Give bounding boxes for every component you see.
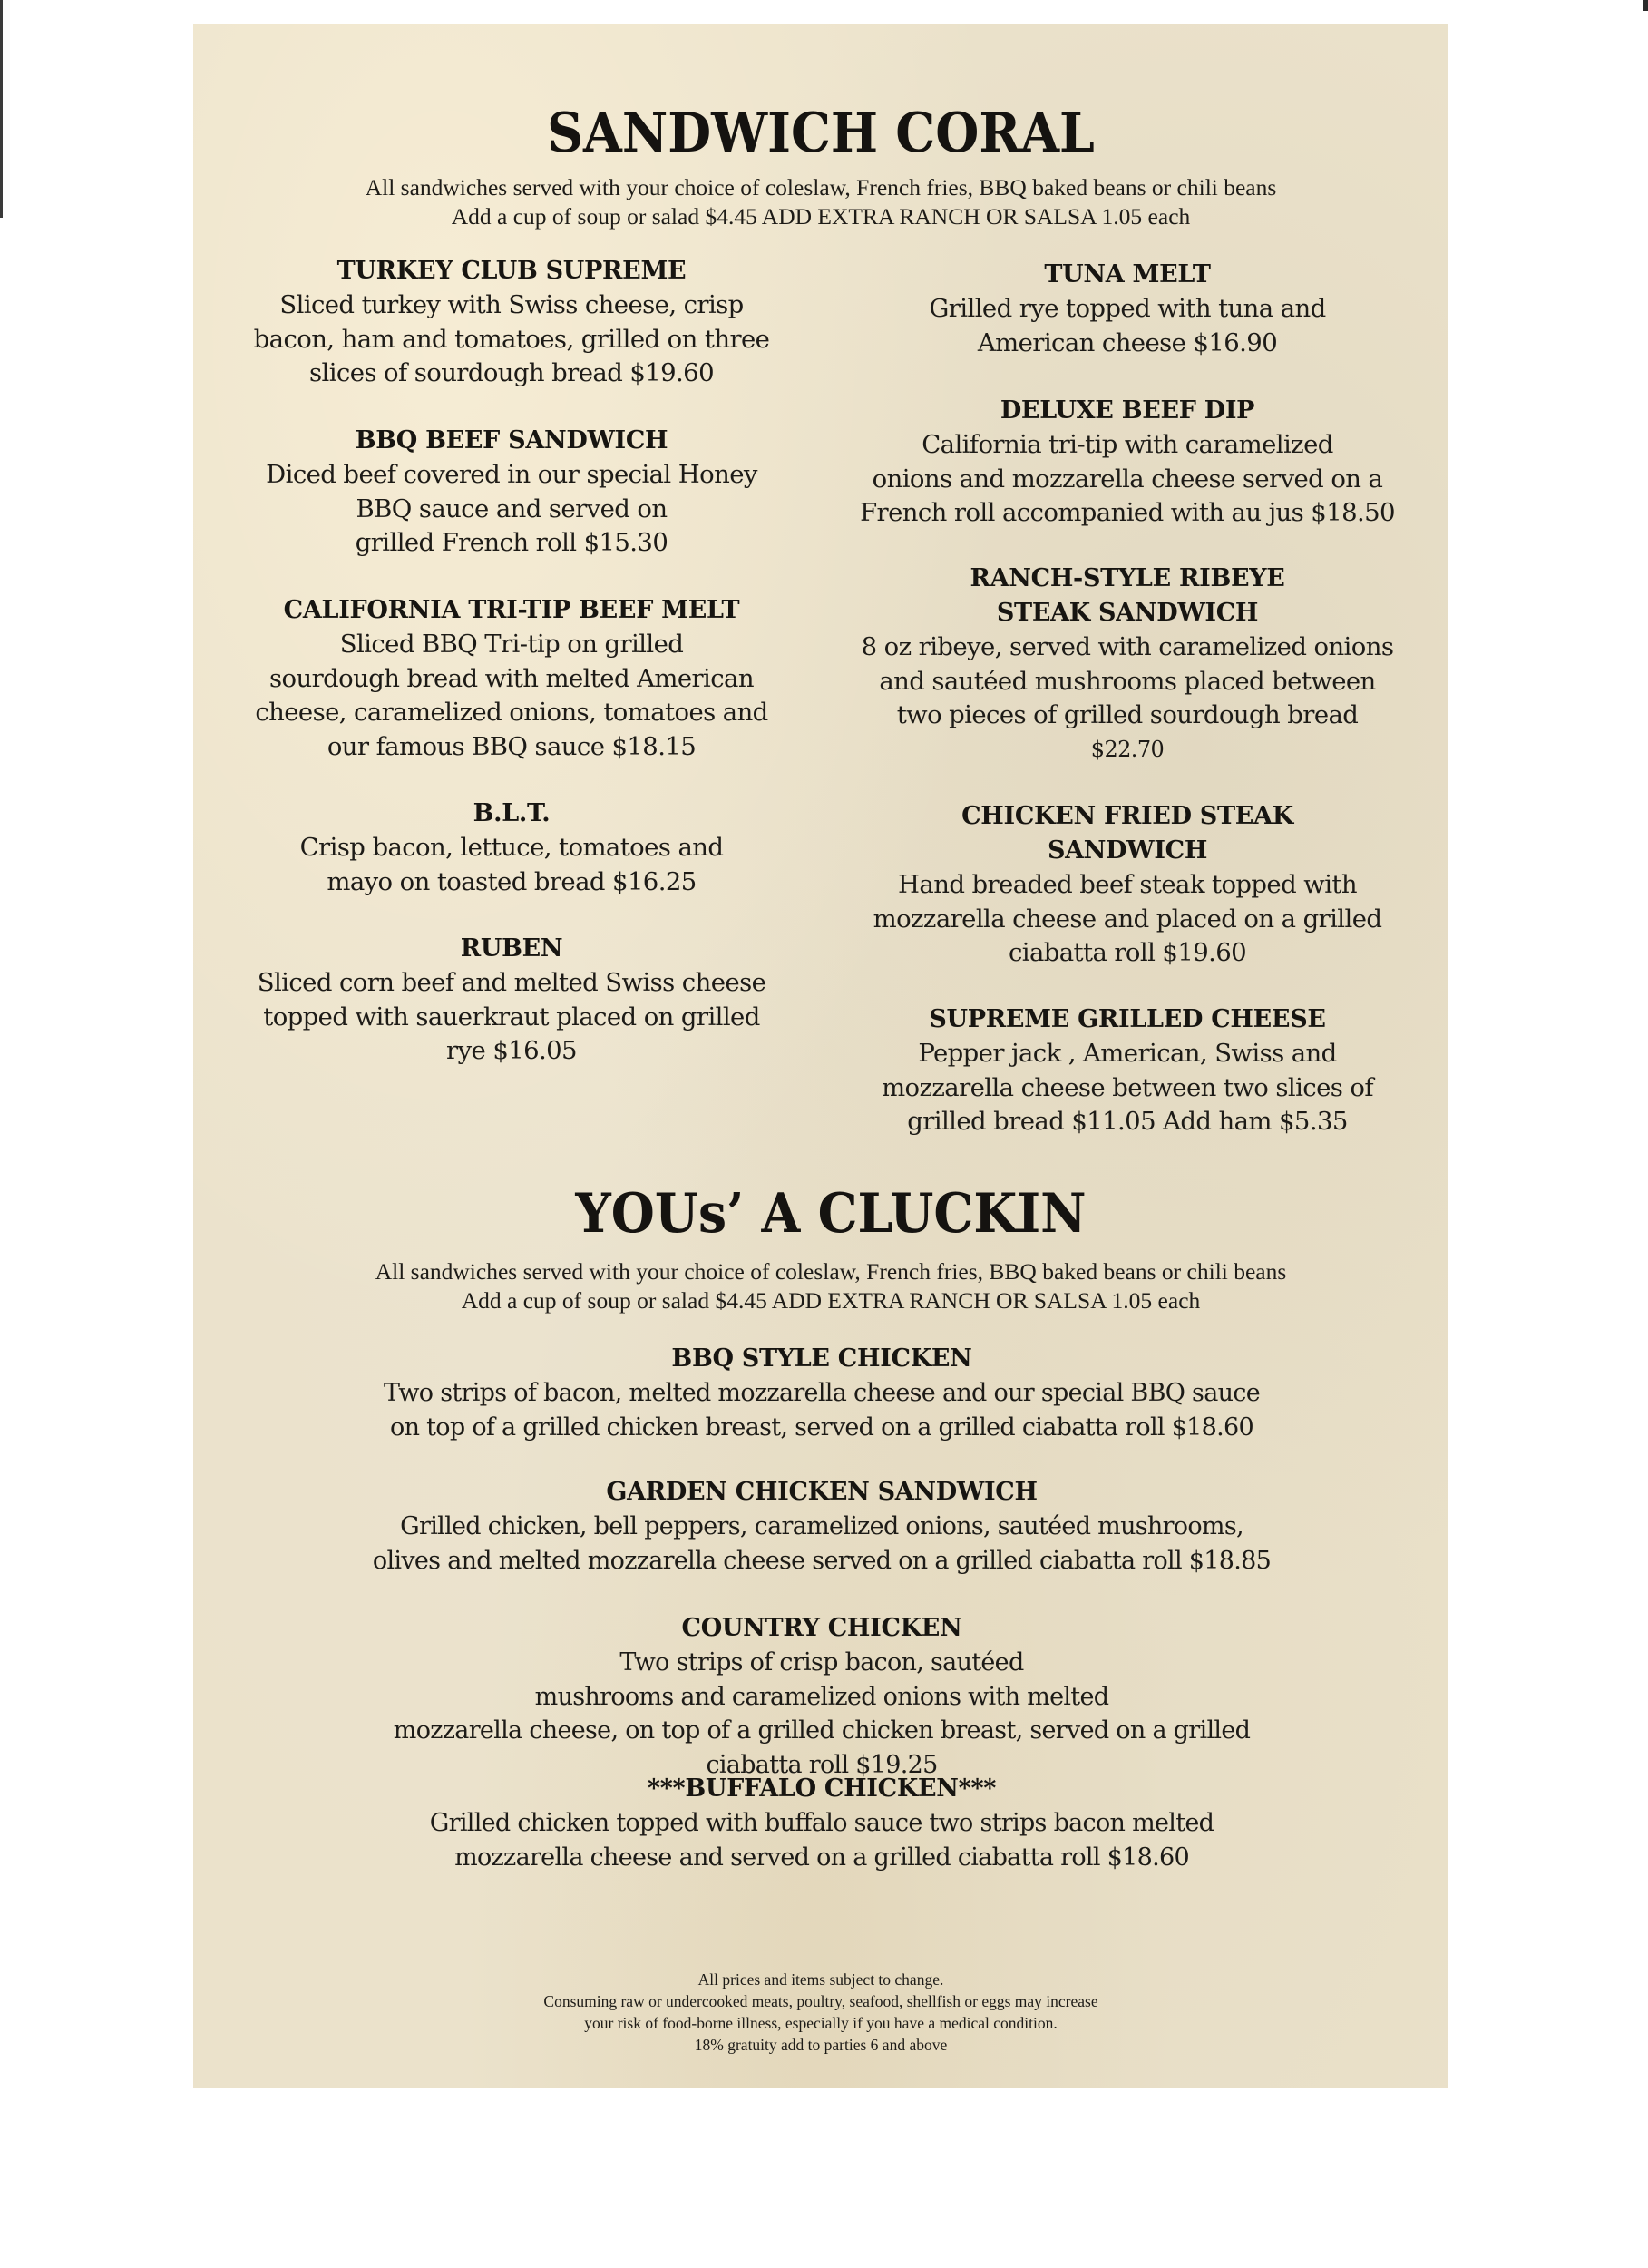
item-description bbox=[837, 292, 1418, 360]
description-line: Two strips of crisp bacon, sautéed bbox=[619, 1648, 1024, 1677]
description-line: mozzarella cheese and served on a grilled ciabatta roll $18.60 bbox=[454, 1843, 1189, 1872]
description-line: mozzarella cheese and placed on a grilled bbox=[873, 904, 1382, 934]
description-line: on top of a grilled chicken breast, served on a grilled ciabatta roll $18.60 bbox=[390, 1413, 1253, 1442]
menu-item-supreme-grilled-cheese bbox=[837, 1002, 1418, 1139]
description-line: topped with sauerkraut placed on grilled bbox=[263, 1002, 760, 1031]
item-description bbox=[221, 628, 802, 764]
description-line: Sliced turkey with Swiss cheese, crisp bbox=[279, 290, 744, 319]
section-title-sandwich-coral: SANDWICH CORAL bbox=[547, 102, 1095, 165]
menu-item-bbq-style-chicken bbox=[300, 1342, 1343, 1444]
description-line: grilled French roll $15.30 bbox=[355, 528, 668, 557]
item-name: SUPREME GRILLED CHEESE bbox=[929, 1005, 1326, 1033]
item-name: DELUXE BEEF DIP bbox=[1000, 396, 1255, 425]
description-line: American cheese $16.90 bbox=[977, 327, 1278, 357]
item-description bbox=[221, 288, 802, 391]
item-description bbox=[300, 1510, 1343, 1578]
description-line: Diced beef covered in our special Honey bbox=[266, 460, 757, 489]
item-description bbox=[221, 966, 802, 1069]
description-line: bacon, ham and tomatoes, grilled on three bbox=[253, 324, 770, 354]
description-line: Grilled rye topped with tuna and bbox=[929, 294, 1326, 323]
section-title-yous-a-cluckin: YOUs’ A CLUCKIN bbox=[575, 1182, 1087, 1246]
item-description bbox=[837, 868, 1418, 971]
section-subtitle-addons: Add a cup of soup or salad $4.45 ADD EXTRA RANCH OR SALSA 1.05 each bbox=[461, 1287, 1201, 1314]
item-name: RUBEN bbox=[460, 934, 563, 963]
item-name: B.L.T. bbox=[473, 799, 551, 827]
item-description bbox=[837, 631, 1418, 767]
menu-item-california-tri-tip-beef-melt bbox=[221, 593, 802, 764]
description-line: mayo on toasted bread $16.25 bbox=[327, 866, 697, 896]
description-line: Crisp bacon, lettuce, tomatoes and bbox=[299, 833, 724, 862]
description-line: Sliced BBQ Tri-tip on grilled bbox=[339, 630, 684, 659]
section-subtitle-sides: All sandwiches served with your choice of coleslaw, French fries, BBQ baked beans or chili beans bbox=[365, 174, 1277, 200]
description-line: our famous BBQ sauce $18.15 bbox=[327, 731, 697, 761]
item-description bbox=[837, 428, 1418, 531]
menu-footer-disclaimer bbox=[543, 1969, 1097, 2056]
menu-item-ruben bbox=[221, 932, 802, 1069]
menu-item-garden-chicken-sandwich bbox=[300, 1475, 1343, 1578]
footer-health-warning-cont: your risk of food-borne illness, especially if you have a medical condition. bbox=[584, 2014, 1058, 2032]
item-name: TURKEY CLUB SUPREME bbox=[336, 257, 687, 285]
menu-item-turkey-club-supreme bbox=[221, 254, 802, 391]
description-line: rye $16.05 bbox=[446, 1036, 577, 1065]
item-name: STEAK SANDWICH bbox=[996, 599, 1259, 627]
description-line: cheese, caramelized onions, tomatoes and bbox=[255, 698, 768, 727]
description-line: grilled bread $11.05 Add ham $5.35 bbox=[907, 1107, 1348, 1136]
description-line: Grilled chicken topped with buffalo sauce two strips bacon melted bbox=[429, 1809, 1214, 1837]
description-line: California tri-tip with caramelized bbox=[922, 430, 1333, 459]
item-name: SANDWICH bbox=[1047, 836, 1208, 865]
item-name: ***BUFFALO CHICKEN*** bbox=[647, 1774, 997, 1803]
menu-item-country-chicken bbox=[300, 1611, 1343, 1782]
scan-corner-mark bbox=[1643, 0, 1648, 11]
menu-item-deluxe-beef-dip bbox=[837, 394, 1418, 531]
menu-item-bbq-beef-sandwich bbox=[221, 424, 802, 561]
item-description bbox=[221, 831, 802, 899]
description-line: Sliced corn beef and melted Swiss cheese bbox=[257, 968, 766, 997]
description-line: ciabatta roll $19.60 bbox=[1008, 938, 1247, 967]
description-line: French roll accompanied with au jus $18.50 bbox=[860, 498, 1395, 527]
description-line: mozzarella cheese between two slices of bbox=[882, 1072, 1373, 1102]
item-name: CALIFORNIA TRI-TIP BEEF MELT bbox=[283, 596, 740, 624]
footer-price-notice: All prices and items subject to change. bbox=[697, 1970, 944, 1989]
scan-edge-mark bbox=[0, 0, 3, 218]
item-name: CHICKEN FRIED STEAK bbox=[961, 802, 1293, 830]
description-line: Two strips of bacon, melted mozzarella cheese and our special BBQ sauce bbox=[384, 1379, 1260, 1407]
item-description bbox=[300, 1806, 1343, 1874]
description-line: and sautéed mushrooms placed between bbox=[879, 666, 1376, 696]
description-line: slices of sourdough bread $19.60 bbox=[309, 358, 714, 387]
description-line: 8 oz ribeye, served with caramelized onions bbox=[861, 632, 1394, 661]
item-name: RANCH-STYLE RIBEYE bbox=[970, 564, 1285, 592]
item-name: BBQ BEEF SANDWICH bbox=[355, 426, 668, 455]
description-line: BBQ sauce and served on bbox=[356, 494, 668, 523]
item-name: TUNA MELT bbox=[1044, 260, 1211, 288]
description-line: sourdough bread with melted American bbox=[269, 663, 754, 693]
description-line: Grilled chicken, bell peppers, caramelized onions, sautéed mushrooms, bbox=[400, 1512, 1243, 1540]
description-line: ciabatta roll $19.25 bbox=[706, 1750, 938, 1779]
description-line: onions and mozzarella cheese served on a bbox=[872, 464, 1383, 494]
item-name: GARDEN CHICKEN SANDWICH bbox=[606, 1478, 1038, 1506]
description-line: Hand breaded beef steak topped with bbox=[898, 870, 1357, 899]
item-name: BBQ STYLE CHICKEN bbox=[671, 1344, 972, 1373]
description-line: $22.70 bbox=[1090, 736, 1165, 762]
description-line: olives and melted mozzarella cheese served on a grilled ciabatta roll $18.85 bbox=[372, 1546, 1272, 1575]
menu-item-buffalo-chicken bbox=[300, 1772, 1343, 1874]
description-line: mozzarella cheese, on top of a grilled chicken breast, served on a grilled bbox=[393, 1716, 1251, 1745]
menu-item-ranch-style-ribeye-steak-sandwich bbox=[837, 562, 1418, 767]
section-subtitle-addons: Add a cup of soup or salad $4.45 ADD EXTRA RANCH OR SALSA 1.05 each bbox=[451, 203, 1191, 230]
footer-gratuity-notice: 18% gratuity add to parties 6 and above bbox=[694, 2036, 948, 2054]
item-description bbox=[221, 458, 802, 561]
item-name: COUNTRY CHICKEN bbox=[681, 1614, 962, 1642]
menu-item-blt bbox=[221, 797, 802, 899]
description-line: Pepper jack , American, Swiss and bbox=[918, 1039, 1337, 1068]
description-line: mushrooms and caramelized onions with melted bbox=[534, 1682, 1109, 1711]
menu-item-chicken-fried-steak-sandwich bbox=[837, 799, 1418, 971]
section-subtitle-sides: All sandwiches served with your choice of coleslaw, French fries, BBQ baked beans or chili beans bbox=[375, 1258, 1287, 1285]
footer-health-warning: Consuming raw or undercooked meats, poultry, seafood, shellfish or eggs may increase bbox=[543, 1992, 1098, 2010]
item-description bbox=[300, 1376, 1343, 1444]
item-description bbox=[837, 1037, 1418, 1139]
description-line: two pieces of grilled sourdough bread bbox=[896, 700, 1359, 729]
menu-item-tuna-melt bbox=[837, 258, 1418, 360]
item-description bbox=[300, 1646, 1343, 1782]
